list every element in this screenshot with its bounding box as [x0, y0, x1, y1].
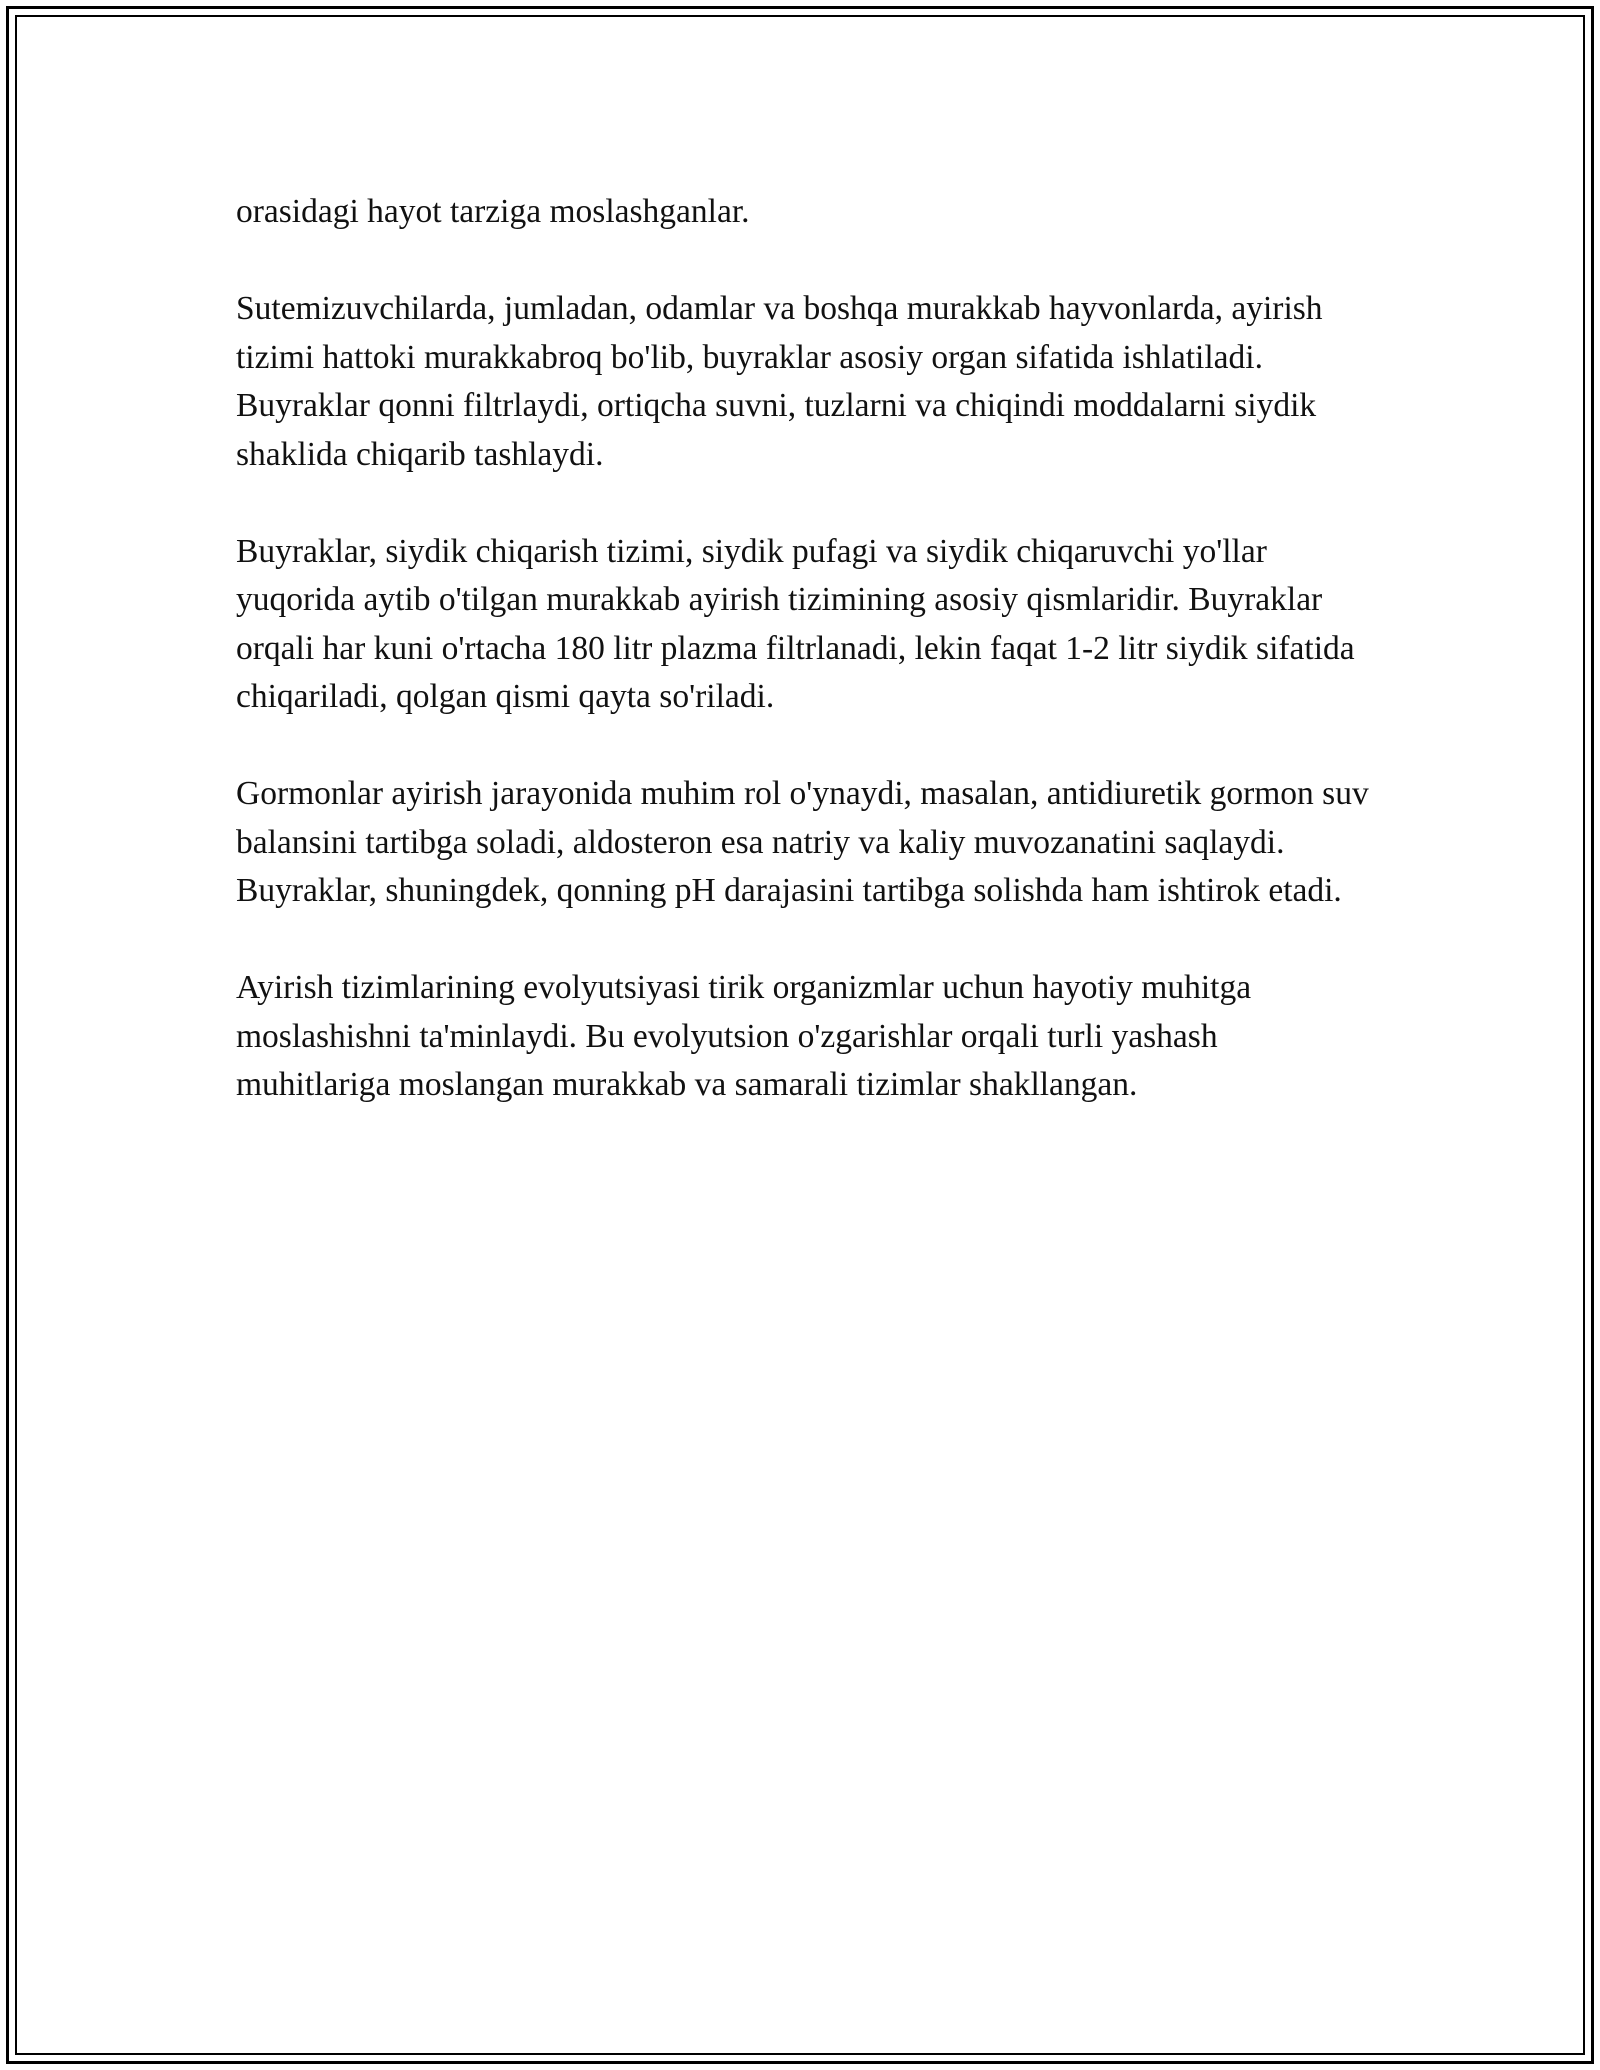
- paragraph-2: Sutemizuvchilarda, jumladan, odamlar va boshqa murakkab hayvonlarda, ayirish tizimi hattoki murakkabroq bo'lib, buyraklar asosiy organ sifatida ishlatiladi. Buyraklar qonni filtrlaydi, ortiqcha suvni, tuzlarni va chiqindi moddalarni siydik shaklida chiqarib tashlaydi.: [236, 290, 1323, 473]
- document-body: [236, 188, 1376, 1158]
- paragraph-5: Ayirish tizimlarining evolyutsiyasi tirik organizmlar uchun hayotiy muhitga moslashishni ta'minlaydi. Bu evolyutsion o'zgarishlar orqali turli yashash muhitlariga moslangan murakkab va samarali tizimlar shakllangan.: [236, 969, 1252, 1103]
- paragraph-4: Gormonlar ayirish jarayonida muhim rol o'ynaydi, masalan, antidiuretik gormon suv balansini tartibga soladi, aldosteron esa natriy va kaliy muvozanatini saqlaydi. Buyraklar, shuningdek, qonning pH darajasini tartibga solishda ham ishtirok etadi.: [236, 775, 1369, 909]
- paragraph-3: Buyraklar, siydik chiqarish tizimi, siydik pufagi va siydik chiqaruvchi yo'llar yuqorida aytib o'tilgan murakkab ayirish tizimining asosiy qismlaridir. Buyraklar orqali har kuni o'rtacha 180 litr plazma filtrlanadi, lekin faqat 1-2 litr siydik sifatida chiqariladi, qolgan qismi qayta so'riladi.: [236, 532, 1355, 715]
- paragraph-1: orasidagi hayot tarziga moslashganlar.: [236, 193, 750, 230]
